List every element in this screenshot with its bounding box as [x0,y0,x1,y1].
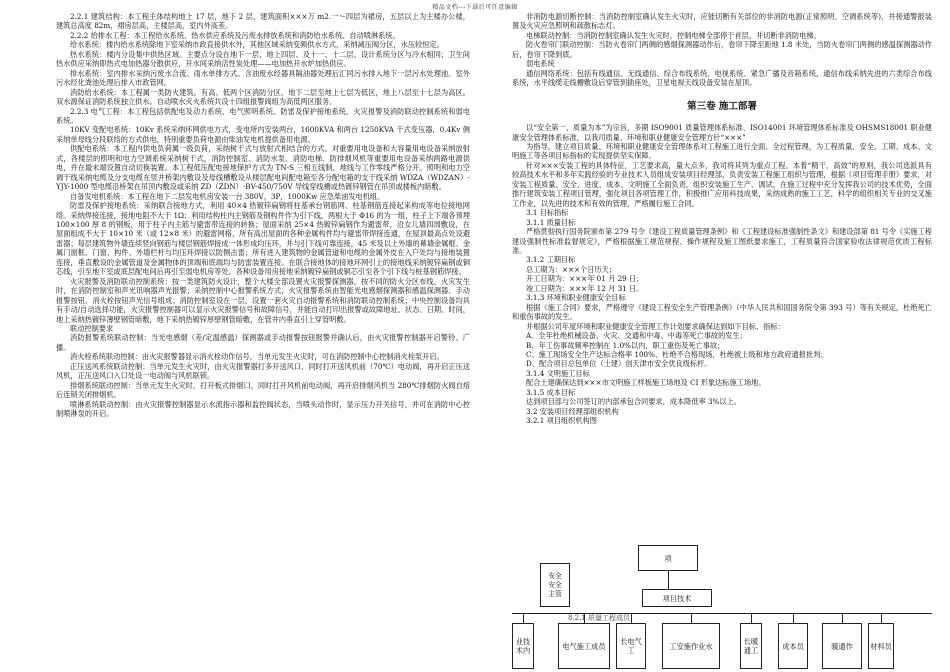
right-bottom-paragraph: 3.1 目标指标 [526,208,569,218]
org-role-box: 电气施工成员 [558,623,610,669]
left-paragraph: 消火栓系统联动控制：由火灾报警器显示消火栓动作信号，当单元发生火灾时，可在消防控制中心控制消火栓泵开启。 [70,352,444,362]
right-bottom-paragraph: 竣工日期为：×××年 12 月 31 日。 [526,283,644,293]
left-paragraph: 联动控制要求 [70,323,114,333]
org-top-box: 项 [638,545,698,571]
org-role-box: 业技术内 [512,623,534,669]
right-bottom-paragraph: 3.1.4 文明施工目标 [526,368,590,378]
right-bottom-paragraph: B、年工伤事故频率控制在 1.0%以内，职工重伤及死亡事故； [526,340,725,350]
left-paragraph: 10KV 变配电系统：10Kv 系统采纳环网供电方式，变电所内安装两台，1600KVA 和两台 1250KVA 干式变压器，0.4Kv 侧采纳单母线分段联络的方式供电，特别重要负荷电源由柴油发电机提供备用电源。 [56,125,470,144]
org-overlap-text: 8.2.1 质量工程成员 [568,614,631,622]
left-paragraph: 排水系统：室内排水采纳污废水合流、雨水单排方式。含油废水经器具隔油器处理后汇同污水排入地下一层污水处理池。室外污水经化粪池处理后排入市政管网。 [56,68,470,88]
right-top-paragraph: 电梯联动控制：当消防控制室确认发生火灾时，控制电梯全部停于首层，并切断非消防电梯。 [526,30,821,40]
left-paragraph: 2.2.3 电气工程：本工程包括供配电及动力系统、电气照明系统、防雷及保护接地系统、火灾报警及消防联动控制系统和弱电系统。 [56,106,470,125]
left-paragraph: 2.2.1 建筑结构：本工程主体结构地上 17 层，地下 2 层，建筑面积×××万 m2.一～四层为裙房，五层以上为主楼办公楼，建筑总高度 82m，裙房层高，主楼层高，室内外高差。 [56,12,470,31]
header-note: 精品文档---下载后可任意编辑 [432,4,518,11]
right-top-paragraph: 弱电系统 [526,59,555,69]
left-column [56,12,470,418]
right-bottom-paragraph: 3.1.1 质量目标 [526,217,576,227]
left-paragraph: 给水系统：楼内给水系统除地下室采纳市政直接供水外，其他区域采纳变频供水方式，采纳减压阀分区，水压较恒定。 [70,40,444,50]
right-bottom-paragraph: 3.2 安装项目经理部组织机构 [526,406,619,416]
right-bottom-paragraph: 根据《施工合同》要求，严格遵守《建设工程安全生产管理条例》（中华人民共和国国务院令第 393 号）等有关规定，杜绝死亡和重伤事故的发生。 [512,302,932,322]
org-safety-box: 安全 安全 主管 [540,563,570,607]
right-top-paragraph: 非消防电源切断控制：当消防控制室确认发生火灾时，应能切断有关部位的非消防电源(正常照明、空调系统等)，并接通警报装置及火灾应急照明和疏散标志灯。 [512,12,932,31]
right-bottom-paragraph: 达到项目部与公司签订的内部承包合同要求，成本降低率 3%以上。 [526,397,741,407]
right-top-paragraph: 通信网络系统：包括有线通信、无线通信、综合布线系统、电视系统、紧急广播及音箱系统，通信布线采纳先进的六类综合布线系统，水平线缆走线槽敷设后穿管到插座处，卫星电视天线设备安装在屋顶。 [512,68,932,88]
right-bottom-paragraph: 3.1.5 成本目标 [526,387,576,397]
right-bottom-paragraph: A、全年杜绝机械设备、火灾、交通和中毒、中毒等死亡事故的发生； [526,331,747,341]
org-role-box: 暖通作 [822,623,862,669]
right-bottom-paragraph: D、配合项目总包单位（土建）创天津市安全优良级标杆。 [526,359,712,369]
right-bottom-paragraph: 3.2.1 项目组织机构图 [526,416,597,426]
left-paragraph: 消防报警系统联动控制：当光电感烟（差/定温感温）探测器或手动报警按钮报警并确认后，由火灾报警控制器开启警铃、广播。 [56,333,470,352]
section-title: 第三卷 施工部署 [687,100,757,112]
left-paragraph: 喷淋系统联动控制：由火灾报警控制器显示水流指示器和监控阀状态，当喷头动作时，显示压力开关信号，并可在消防中心控制喷淋泵的开启。 [56,399,470,419]
org-role-box: 工安施作业水 [662,623,720,669]
right-bottom-paragraph: 开工日期为：×××年 01 月 29 日； [526,274,644,284]
right-column [512,12,932,426]
org-role-box: 材料员 [868,623,894,669]
org-chart [512,541,942,672]
right-bottom-paragraph: 总工期为：×××个日历天； [526,264,616,274]
right-bottom-paragraph: C、施工现场安全生产达标合格率 100%、杜绝不合格现场，杜绝被上级和地方政府通报批判； [526,349,828,359]
right-bottom-paragraph: 以“安全第一、质量为本”为宗旨，多期 ISO9001 质量管理体系标准、ISO14001 环境管理体系标准及 OHSMS18001 职业健康安全管理体系标准，以我司质量、环境和职业健康安全管理方针“×××” [512,123,932,142]
left-paragraph: 热水系统：楼内分设集中供热区域。主要点分设在地下一层、地上四层、及十一、十二层。设计系统分区与冷水相同；卫生间热水供应采纳即热式电加热器分散供应，开水间采纳活性炭处理——电加热开水炉加热供应。 [56,49,470,69]
right-bottom-paragraph: 针对×××安装工程的具体特征，工艺要求高，量大点多，我司将其列为重点工程。本着“精干、高效”的原则，我公司选派具有较高技术水平和多年实践经验的专业技术人员组成安装项目经理部，负责安装工程施工组织与管理，根据《项目管理手册》要求，对安装工程质量、安全、进度、成本、文明施工全面负责，组织安装施工生产、调试，在施工过程中充分发挥我公司的技术优势，全面推行建筑安装工程项目管理，强化项目各项管理工作，积极推广应用科技成果，采纳成熟的施工工艺，科学的组织相关专业的交叉施工作业，以先进的技术和有效的管理，严格履行施工合同。 [512,160,932,208]
left-paragraph: 正压送风系统联动控制：当单元发生火灾时，由火灾报警器打多开送风口，同时打开送风机前（70℃）电动阀，再开启正压送风机，正压送风口入口处设一电动阀与风机联锁。 [56,361,470,381]
org-role-box: 长暖通工 [740,623,762,669]
left-paragraph: 供配电系统：本工程内供电负荷属一级负荷，采纳树干式与放射式相结合的方式。对重要用电设备和大容量用电设备采纳放射式，各楼层的照明和电力空调系统采纳树干式，消防控制室、消防水泵、消防电梯、防排烟风机等重要用电设备采纳两路电源供电，并在最末端设置自动切换装置。本工程低压配电接地保护方式为 TN-S 三相五线制，地线与工作零线严格分开。照明和电力空调干线采纳电缆及分支电缆在竖井桥架内敷设及母线槽敷设从楼层配电间配电箱至各分配电箱的支干线采纳 WDZA（WDZAN）-YJY-1000 型电缆沿桥架在吊顶内敷设或采纳 ZD（ZDN）-BV-450/750V 导线穿线槽或热镀锌钢管在吊顶或楼板内暗敷。 [56,144,470,192]
org-role-box: 长电气工 [616,623,646,669]
left-paragraph: 2.2.2 给排水工程：本工程给水系统、热水供应系统及污废水排放系统和消防给水系统、自动喷淋系统。 [70,30,400,40]
right-bottom-paragraph: 并根据公司年度环境和职业健康安全管理工作计划要求确保达到如下目标、指标： [526,321,785,331]
right-top-paragraph: 防火卷帘门联动控制：当防火卷帘门两侧的感烟探测器动作后，卷帘下降至距地 1.8 米处，当防火卷帘门两侧的感温探测器动作后，卷帘下降到底。 [512,40,932,59]
right-bottom-paragraph: 3.1.2 工期目标 [526,255,576,265]
org-tech-box: 项目技术 [642,589,712,607]
left-paragraph: 消防给水系统：本工程属一类防火建筑。有高、低两个区消防分区，地下二层至地上七层为低区，地上八层至十七层为高区。双水源保证消防系统独立供水。自动喷水灭火系统共设十四组报警阀组为高低两区服务。 [56,87,470,107]
left-paragraph: 火灾报警及消防联动控制系统：按一类建筑防火设计，整个大楼全部设置火灾报警探测器，按不同的防火分区布线，火灾发生时，在消防控制室和声光讯响器声光报警；采纳控制中心报警系统方式，火灾报警系统由智能光电感烟探测器和感温探测器、手动报警按钮、消火栓按钮声光信号组成；消防控制室设在一层，设置一套火灾自动报警系统和消防联动控制系统；中央控制设备均具有手动/自动选择功能，火灾报警控制器可以显示火灾报警信号和故障信号，并能自动打印出报警或故障地址、状态、日期、时间，地上采纳热镀锌薄壁钢管暗敷，地下采纳热镀锌厚壁钢管暗敷，在管井内垂直引上穿管明敷。 [56,276,470,324]
org-role-box: 成本员 [778,623,808,669]
right-bottom-paragraph: 3.1.3 环境和职业健康安全目标 [526,293,626,303]
left-paragraph: 防雷及保护接地系统：采纳联合接地方式，利用 40×4 热镀锌扁钢将柱基承台钢筋网、柱基钢筋连接起来构成等电位接地网络。采纳焊接连接，接地电阻不大于 1Ω；利用结构柱内主钢筋及钢构件作为引下线，两根大于 Φ16 的为一组，柱子上下端各预埋 100×100 厚 8 的钢板，用于柱子内主筋与避雷带连接的转换；屋面采纳 25×4 热镀锌扁钢作为避雷带，沿女儿墙四周敷设，在屋面组成不大于 10×10 米（或 12×8 米）的避雷网格，所有高出屋面的各种金属构件均与避雷带焊接连通，在屋顶最高点处设避雷器；每层建筑物外墙连续竖向钢筋与楼层钢筋焊接成一体形成均压环，并与引下线可靠连接，45 米及以上外墙的幕墙金属框、金属门窗框、门窗、构件、外墙栏杆与均压环焊接以防侧击雷；所有进入建筑物的金属管道和电缆的金属外皮在入户处均与接地装置连接，垂直敷设的金属管道及金属物体的顶端和底端均与防雷装置连接。在联合接地体的接地环网引上的接地线采纳镀锌扁钢或铜芯线，引至地下室或底层配电间后再引至弱电机房等处。各种设备用房接地采纳镀锌扁钢或铜芯引至各个引下线与桩基钢筋焊接。 [56,201,470,277]
right-bottom-paragraph: 配合土建确保达到×××市文明施工样板施工场地及 CI 形象达标施工场地。 [526,378,766,388]
right-bottom-paragraph: 为指导，建立项目质量、环境和职业健康安全管理体系对工程施工进行全面、全过程管理，为工程质量、安全、工期、成本、文明施工等各项目标指标的实现提供坚实保障。 [512,141,932,161]
right-bottom-paragraph: 严格贯彻执行国务院颁布第 279 号令《建设工程质量管理条例》和《工程建设标准强制性条文》和建设部第 81 号令《实施工程建设强制性标准监督规定》，严格根据施工规范规程、操作规程及施工图纸要求施工，工程质量符合国家验收法律规范优质工程标准。 [512,227,932,255]
left-paragraph: 排烟系统联动控制：当单元发生火灾时，打开板式排烟口，同时打开风机前电动阀，再开启排烟风机当 280℃排烟防火阀自熔后连锁关闭排烟机。 [56,380,470,400]
left-paragraph: 自备发电机系统：本工程在地下二层发电机房安装一台 380V，3P，1000Kw 应急柴油发电机组。 [70,191,385,201]
